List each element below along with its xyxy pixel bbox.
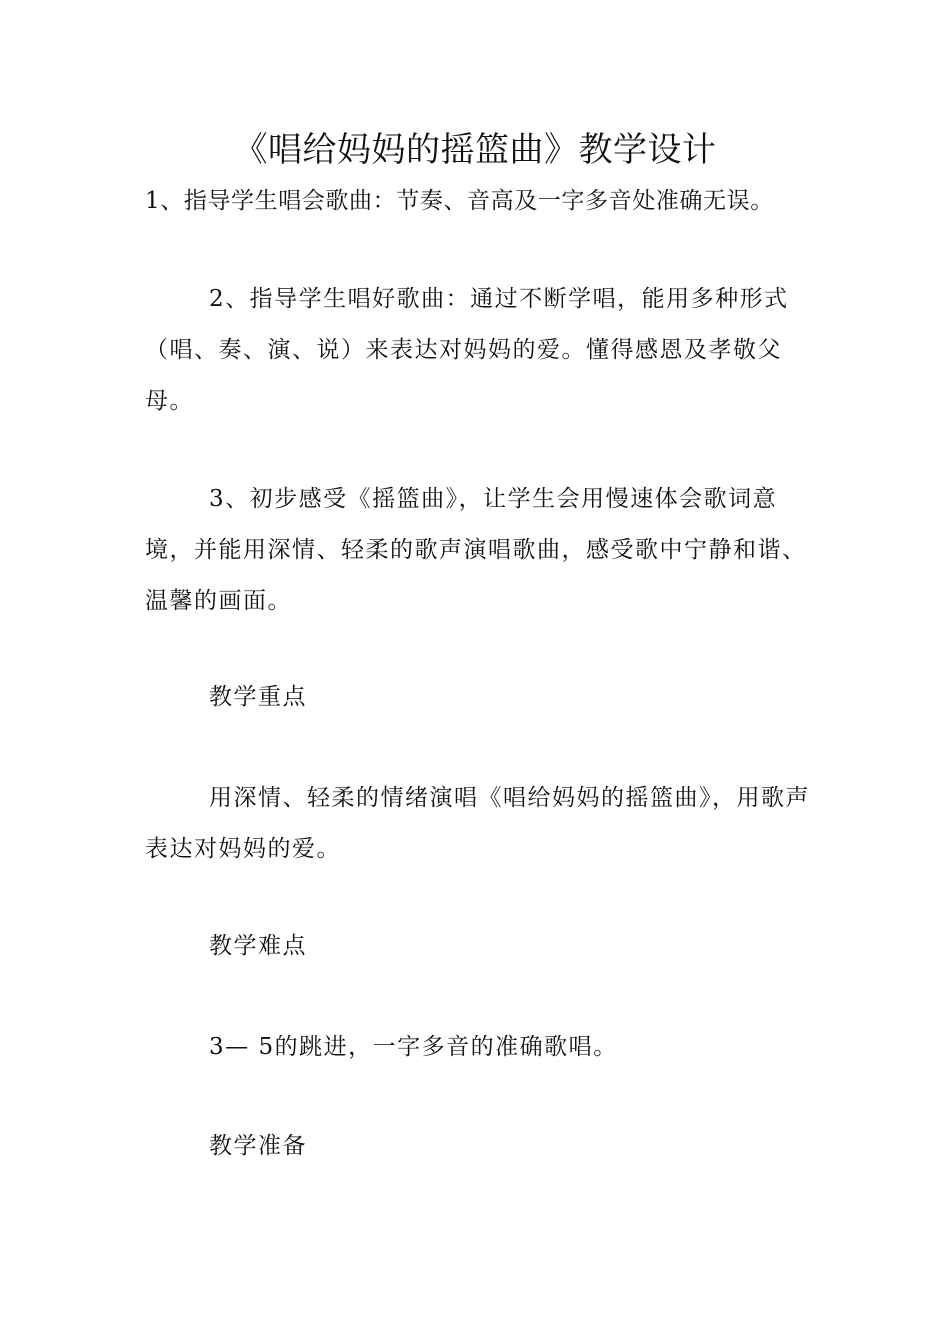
document-title: 《唱给妈妈的摇篮曲》教学设计 xyxy=(233,130,717,170)
objective-2: 2、指导学生唱好歌曲：通过不断学唱，能用多种形式（唱、奏、演、说）来表达对妈妈的爱。懂得感恩及孝敬父母。 xyxy=(145,286,789,414)
difficulty-text: 3— 5的跳进，一字多音的准确歌唱。 xyxy=(209,1034,618,1060)
objective-3: 3、初步感受《摇篮曲》，让学生会用慢速体会歌词意境，并能用深情、轻柔的歌声演唱歌曲，感受歌中宁静和谐、温馨的画面。 xyxy=(145,486,807,614)
objective-1: 1、指导学生唱会歌曲：节奏、音高及一字多音处准确无误。 xyxy=(145,188,774,214)
preparation-heading: 教学准备 xyxy=(209,1133,307,1159)
key-point-heading: 教学重点 xyxy=(209,684,307,710)
difficulty-heading: 教学难点 xyxy=(209,933,307,959)
key-point-text: 用深情、轻柔的情绪演唱《唱给妈妈的摇篮曲》，用歌声表达对妈妈的爱。 xyxy=(145,785,810,862)
